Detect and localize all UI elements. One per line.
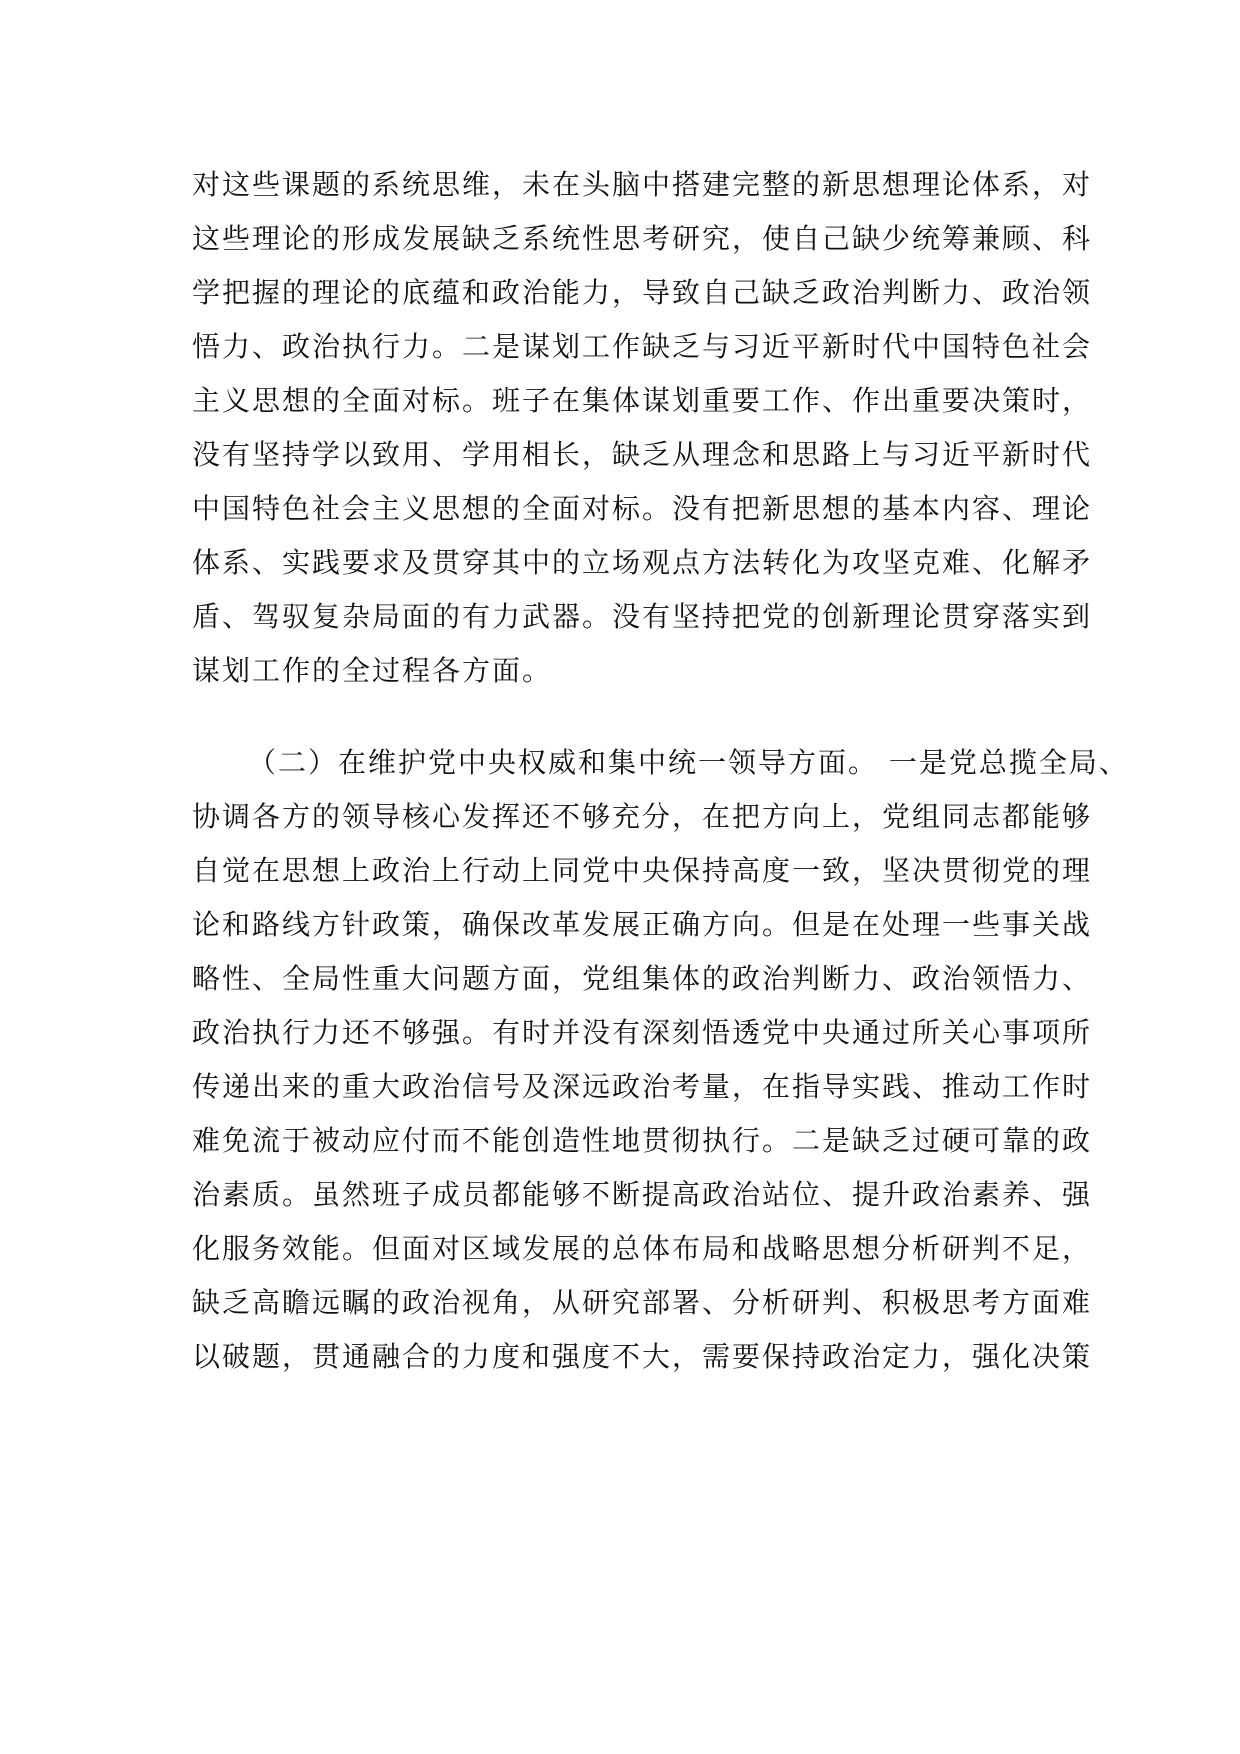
text-line: 化服务效能。但面对区域发展的总体布局和战略思想分析研判不足， (192, 1232, 1093, 1265)
text-line: 这些理论的形成发展缺乏系统性思考研究，使自己缺少统筹兼顾、科 (192, 222, 1093, 255)
text-line: 略性、全局性重大问题方面，党组集体的政治判断力、政治领悟力、 (192, 962, 1093, 995)
paragraph-continuation (192, 158, 1093, 698)
text-line: 自觉在思想上政治上行动上同党中央保持高度一致，坚决贯彻党的理 (192, 854, 1093, 887)
text-line: 对这些课题的系统思维，未在头脑中搭建完整的新思想理论体系，对 (192, 168, 1093, 201)
text-line: 中国特色社会主义思想的全面对标。没有把新思想的基本内容、理论 (192, 492, 1093, 525)
text-line: 论和路线方针政策，确保改革发展正确方向。但是在处理一些事关战 (192, 908, 1093, 941)
text-line: 政治执行力还不够强。有时并没有深刻悟透党中央通过所关心事项所 (192, 1016, 1093, 1049)
text-line: 没有坚持学以致用、学用相长，缺乏从理念和思路上与习近平新时代 (192, 438, 1093, 471)
text-line: 传递出来的重大政治信号及深远政治考量，在指导实践、推动工作时 (192, 1070, 1093, 1103)
text-line: 主义思想的全面对标。班子在集体谋划重要工作、作出重要决策时， (192, 384, 1093, 417)
text-line: 难免流于被动应付而不能创造性地贯彻执行。二是缺乏过硬可靠的政 (192, 1124, 1093, 1157)
text-line: 协调各方的领导核心发挥还不够充分，在把方向上，党组同志都能够 (192, 800, 1093, 833)
text-line: 谋划工作的全过程各方面。 (192, 654, 553, 687)
text-line: 缺乏高瞻远瞩的政治视角，从研究部署、分析研判、积极思考方面难 (192, 1286, 1093, 1319)
section-heading-line: （二）在维护党中央权威和集中统一领导方面。 一是党总揽全局、 (248, 746, 1129, 779)
text-line: 学把握的理论的底蕴和政治能力，导致自己缺乏政治判断力、政治领 (192, 276, 1093, 309)
text-line: 体系、实践要求及贯穿其中的立场观点方法转化为攻坚克难、化解矛 (192, 546, 1093, 579)
paragraph-section-two (192, 736, 1129, 1384)
text-line: 盾、驾驭复杂局面的有力武器。没有坚持把党的创新理论贯穿落实到 (192, 600, 1093, 633)
text-line: 以破题，贯通融合的力度和强度不大，需要保持政治定力，强化决策 (192, 1340, 1093, 1373)
text-line: 治素质。虽然班子成员都能够不断提高政治站位、提升政治素养、强 (192, 1178, 1093, 1211)
text-line: 悟力、政治执行力。二是谋划工作缺乏与习近平新时代中国特色社会 (192, 330, 1093, 363)
